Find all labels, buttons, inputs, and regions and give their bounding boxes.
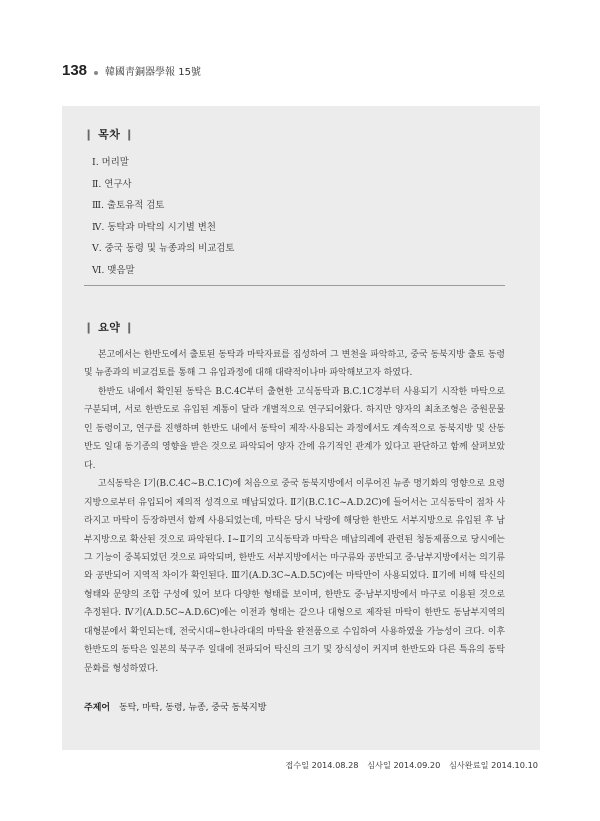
toc-list — [92, 152, 234, 282]
section-divider — [84, 285, 505, 286]
toc-item: Ⅴ. 중국 동령 및 뉴종과의 비교검토 — [92, 243, 235, 255]
abstract-paragraph: 한반도 내에서 확인된 동탁은 B.C.4C부터 출현한 고식동탁과 B.C.1C경부터 사용되기 시작한 마탁으로 구분되며, 서로 한반도로 유입된 계통이 달라 개별적으로 연구되어왔다. 하지만 양자의 최초조형은 중원문물인 동령이고, 연구를 진행하며 한반도 내에서 동탁이 제작·사용되는 과정에서도 계속적으로 동북지방 및 산동반도 일대 동기종의 영향을 받은 것으로 파악되어 양자 간에 유기적인 관계가 있다고 판단하고 함께 살펴보았다. — [84, 386, 505, 471]
toc-item: Ⅰ. 머리말 — [92, 157, 129, 168]
abstract-heading-text: 요약 — [98, 321, 121, 334]
toc-heading-text: 목차 — [98, 128, 121, 141]
submission-dates — [285, 760, 538, 771]
toc-item: Ⅳ. 동탁과 마탁의 시기별 변천 — [92, 221, 216, 233]
abstract-body — [84, 346, 505, 678]
running-header — [62, 62, 201, 82]
toc-item: Ⅱ. 연구사 — [92, 178, 132, 190]
keywords-text: 동탁, 마탁, 동령, 뉴종, 중국 동북지방 — [118, 703, 267, 713]
abstract-paragraph: 고식동탁은 Ⅰ기(B.C.4C~B.C.1C)에 처음으로 중국 동북지방에서 이루어진 뉴종 명기화의 영향으로 요령지방으로부터 유입되어 제의적 성격으로 매납되었다. Ⅱ기(B.C.1C~A.D.2C)에 들어서는 고식동탁이 점차 사라지고 마탁이 등장하면서 함께 사용되었는데, 마탁은 당시 낙랑에 해당한 한반도 서부지방으로 유입된 후 남부지방으로 확산된 것으로 파악된다. Ⅰ~Ⅱ기의 고식동탁과 마탁은 매납의례에 관련된 청동제품으로 당시에는 그 기능이 중복되었던 것으로 파악되며, 한반도 서부지방에서는 마구류와 공반되고 중·남부지방에서는 의기류와 공반되어 지역적 차이가 확인된다. Ⅲ기(A.D.3C~A.D.5C)에는 마탁만이 사용되었다. Ⅱ기에 비해 탁신의 형태와 문양의 조합 구성에 있어 보다 다양한 형태를 보이며, 한반도 중·남부지방에서 마구로 이용된 것으로 추정된다. Ⅳ기(A.D.5C~A.D.6C)에는 이전과 형태는 같으나 대형으로 제작된 마탁이 한반도 동남부지역의 대형분에서 확인되는데, 전국시대~한나라대의 마탁을 완전품으로 수입하여 사용하였을 가능성이 크다. 이후 한반도의 동탁은 일본의 북구주 일대에 전파되어 탁신의 크기 및 장식성이 커지며 한반도와 다른 특유의 동탁문화를 형성하였다. — [84, 479, 505, 674]
toc-item: Ⅲ. 출토유적 검토 — [92, 200, 165, 212]
received-date: 접수일 2014.08.28 — [285, 760, 359, 770]
keywords-line — [84, 700, 514, 713]
review-date: 심사일 2014.09.20 — [367, 760, 441, 770]
accepted-date: 심사완료일 2014.10.10 — [448, 760, 538, 770]
abstract-paragraph: 본고에서는 한반도에서 출토된 동탁과 마탁자료를 집성하여 그 변천을 파악하고, 중국 동북지방 출토 동령 및 뉴종과의 비교검토를 통해 그 유입과정에 대해 대략적이나마 파악해보고자 하였다. — [84, 350, 505, 379]
keywords-label: 주제어 — [84, 703, 111, 713]
toc-heading: ❙ 목차 ❙ — [84, 128, 135, 141]
journal-title: 韓國靑銅器學報 15號 — [105, 67, 201, 78]
summary-box — [62, 106, 540, 750]
bullet-dot-icon — [94, 71, 98, 75]
abstract-heading: ❙ 요약 ❙ — [84, 321, 135, 334]
page-number: 138 — [62, 62, 88, 79]
toc-item: Ⅵ. 맺음말 — [92, 264, 135, 276]
